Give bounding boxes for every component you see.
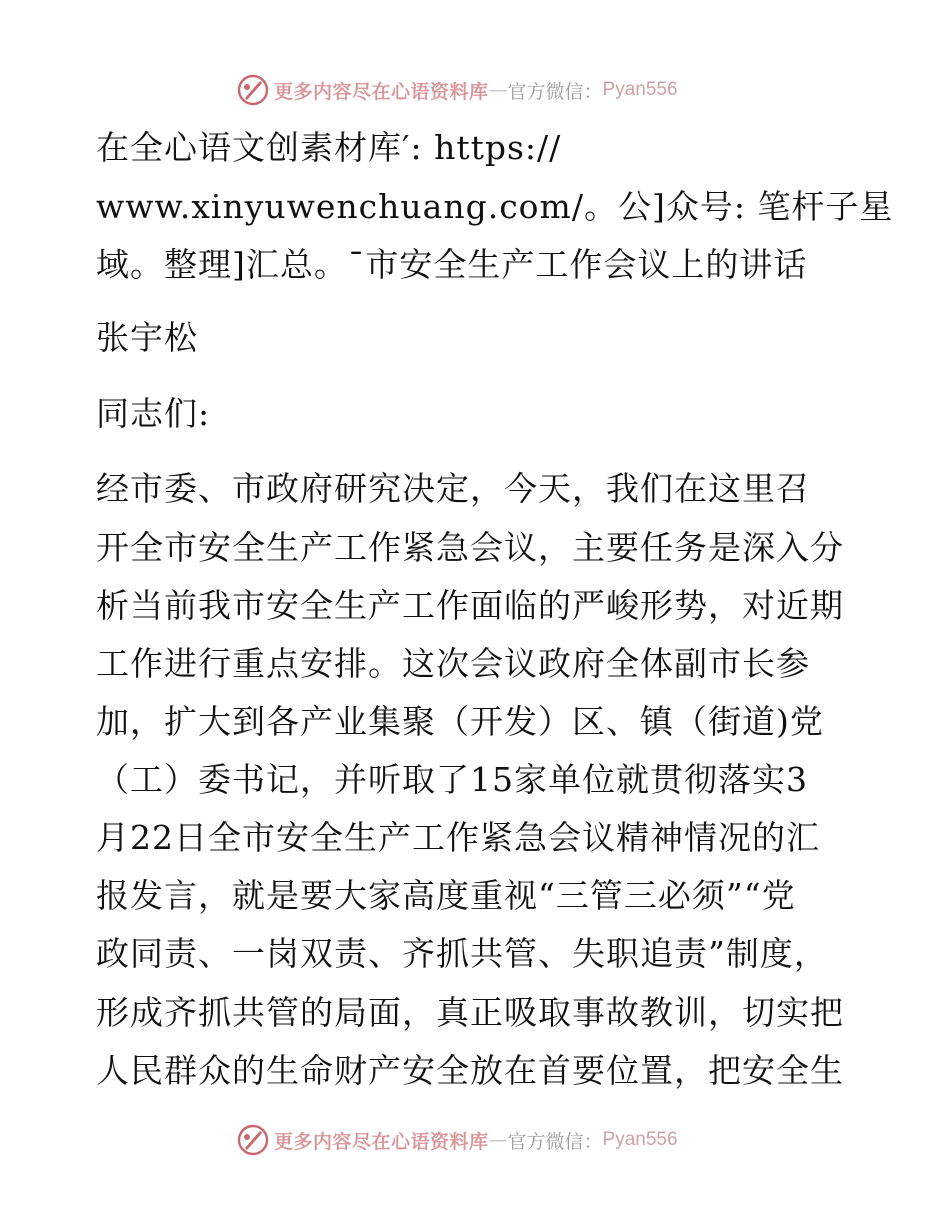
paragraph-line: 政同责、一岗双责、齐抓共管、失职追责”制度， <box>96 934 828 973</box>
paragraph-line: 加，扩大到各产业集聚（开发）区、镇（街道)党 <box>96 702 824 741</box>
intro-line-1: 在全心语文创素材库′: https:// <box>96 128 562 167</box>
quill-seal-icon <box>236 1123 270 1157</box>
quill-seal-icon <box>236 73 270 107</box>
paragraph-line: 形成齐抓共管的局面，真正吸取事故教训，切实把 <box>96 993 844 1032</box>
paragraph-line: 析当前我市安全生产工作面临的严峻形势，对近期 <box>96 586 844 625</box>
footer-watermark <box>236 1123 678 1157</box>
intro-line-2: www.xinyuwenchuang.com/。公]众号: 笔杆子星 <box>96 187 894 226</box>
paragraph-line: 人民群众的生命财产安全放在首要位置，把安全生 <box>96 1051 844 1090</box>
watermark-id: Pyan556 <box>602 1129 678 1150</box>
paragraph-line: 经市委、市政府研究决定，今天，我们在这里召 <box>96 469 810 508</box>
watermark-dash: — <box>488 1129 508 1151</box>
paragraph-line: 工作进行重点安排。这次会议政府全体副市长参 <box>96 644 810 683</box>
author-name: 张宇松 <box>96 318 198 357</box>
salutation: 同志们: <box>96 394 211 433</box>
watermark-dash: — <box>488 79 508 101</box>
watermark-brand: 更多内容尽在心语资料库 <box>274 1130 489 1153</box>
paragraph-line: （工）委书记，并听取了15家单位就贯彻落实3 <box>96 760 808 799</box>
watermark-label: 官方微信： <box>507 1130 603 1153</box>
paragraph-line: 开全市安全生产工作紧急会议，主要任务是深入分 <box>96 528 844 567</box>
paragraph-line: 月22日全市安全生产工作紧急会议精神情况的汇 <box>96 818 820 857</box>
watermark-label: 官方微信： <box>507 80 603 103</box>
watermark-id: Pyan556 <box>602 79 678 100</box>
header-watermark <box>236 73 678 107</box>
paragraph-line: 报发言，就是要大家高度重视“三管三必须”“党 <box>96 876 796 915</box>
intro-line-3: 域。整理]汇总。¯市安全生产工作会议上的讲话 <box>96 245 808 284</box>
watermark-brand: 更多内容尽在心语资料库 <box>274 80 489 103</box>
